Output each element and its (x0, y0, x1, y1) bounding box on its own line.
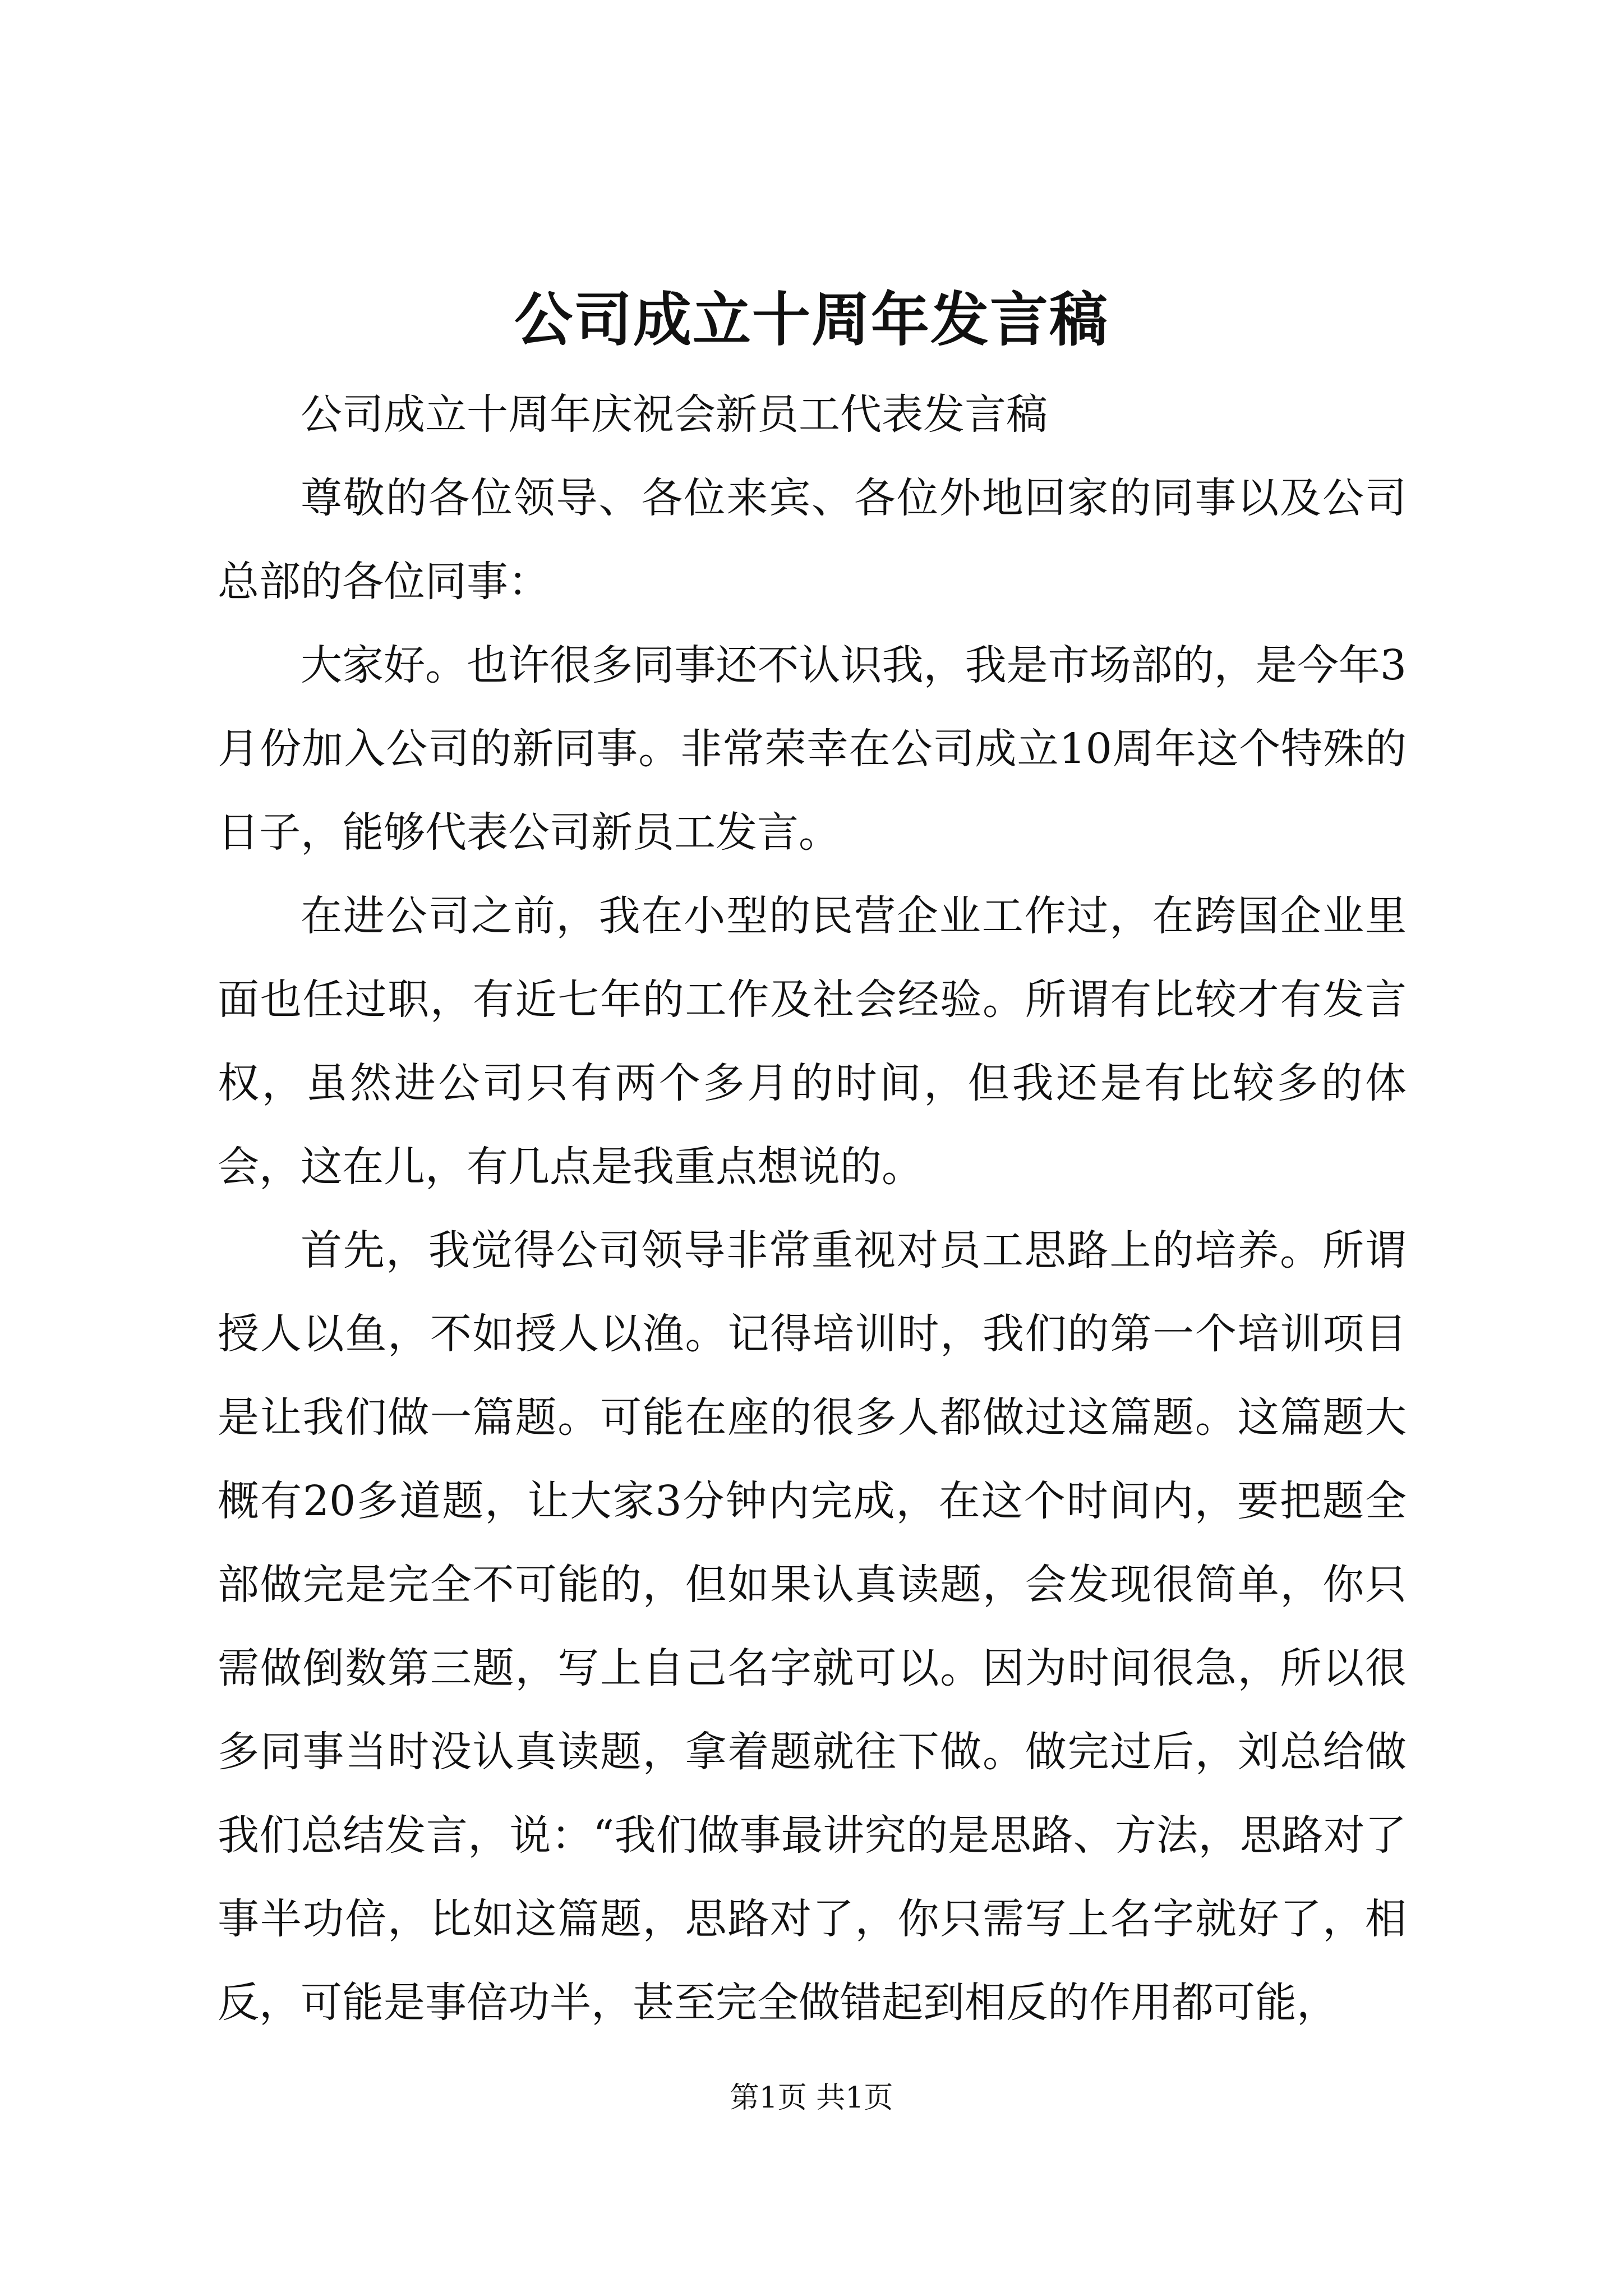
body-paragraph: 在进公司之前，我在小型的民营企业工作过，在跨国企业里面也任过职，有近七年的工作及社会经验。所谓有比较才有发言权，虽然进公司只有两个多月的时间，但我还是有比较多的体会，这在儿，有几点是我重点想说的。 (218, 892, 1407, 1191)
salutation-paragraph: 尊敬的各位领导、各位来宾、各位外地回家的同事以及公司总部的各位同事： (218, 474, 1407, 606)
subtitle-paragraph: 公司成立十周年庆祝会新员工代表发言稿 (301, 390, 1048, 439)
body-paragraph: 大家好。也许很多同事还不认识我，我是市场部的，是今年3月份加入公司的新同事。非常荣幸在公司成立10周年这个特殊的日子，能够代表公司新员工发言。 (218, 641, 1407, 857)
document-title: 公司成立十周年发言稿 (514, 285, 1109, 354)
document-body (218, 373, 1407, 2045)
body-paragraph: 首先，我觉得公司领导非常重视对员工思路上的培养。所谓授人以鱼，不如授人以渔。记得培训时，我们的第一个培训项目是让我们做一篇题。可能在座的很多人都做过这篇题。这篇题大概有20多道题，让大家3分钟内完成，在这个时间内，要把题全部做完是完全不可能的，但如果认真读题，会发现很简单，你只需做倒数第三题，写上自己名字就可以。因为时间很急，所以很多同事当时没认真读题，拿着题就往下做。做完过后，刘总给做我们总结发言，说：“我们做事最讲究的是思路、方法，思路对了事半功倍，比如这篇题，思路对了，你只需写上名字就好了，相反，可能是事倍功半，甚至完全做错起到相反的作用都可能， (218, 1226, 1407, 2027)
page-footer: 第1页 共1页 (730, 2081, 893, 2115)
